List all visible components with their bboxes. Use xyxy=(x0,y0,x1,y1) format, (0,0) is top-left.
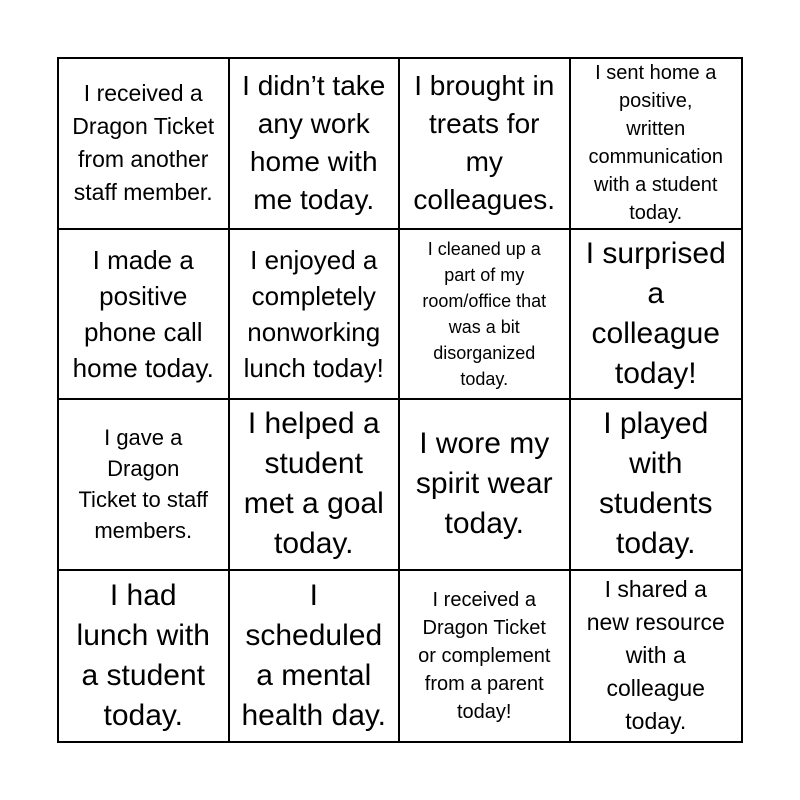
bingo-cell[interactable] xyxy=(571,400,742,571)
cell-text: I wore my spirit wear today. xyxy=(415,427,553,541)
bingo-cell[interactable] xyxy=(59,59,230,230)
cell-text: I received a Dragon Ticket from another staff member. xyxy=(72,80,215,206)
cell-text: I gave a Dragon Ticket to staff members. xyxy=(78,425,209,544)
cell-text: I didn’t take any work home with me today. xyxy=(242,70,386,216)
bingo-cell[interactable] xyxy=(400,59,571,230)
bingo-cell[interactable] xyxy=(59,571,230,742)
cell-text: I brought in treats for my colleagues. xyxy=(413,70,556,216)
bingo-cell[interactable] xyxy=(230,571,401,742)
cell-text: I cleaned up a part of my room/office that was a bit disorganized today. xyxy=(422,238,547,389)
bingo-cell[interactable] xyxy=(571,230,742,401)
bingo-cell[interactable] xyxy=(400,571,571,742)
bingo-cell[interactable] xyxy=(230,400,401,571)
cell-text: I sent home a positive, written communication with a student today. xyxy=(588,62,723,225)
bingo-cell[interactable] xyxy=(230,59,401,230)
cell-text: I enjoyed a completely nonworking lunch today! xyxy=(243,244,384,383)
cell-text: I received a Dragon Ticket or complement from a parent today! xyxy=(418,588,551,723)
bingo-cell[interactable] xyxy=(59,230,230,401)
bingo-board xyxy=(57,57,743,743)
bingo-cell[interactable] xyxy=(230,230,401,401)
cell-text: I had lunch with a student today. xyxy=(76,578,210,732)
bingo-cell[interactable] xyxy=(571,571,742,742)
bingo-cell[interactable] xyxy=(400,400,571,571)
cell-text: I scheduled a mental health day. xyxy=(241,578,387,732)
bingo-cell[interactable] xyxy=(400,230,571,401)
cell-text: I surprised a colleague today! xyxy=(585,236,726,390)
cell-text: I played with students today. xyxy=(599,407,713,561)
cell-text: I made a positive phone call home today. xyxy=(72,244,214,383)
bingo-cell[interactable] xyxy=(59,400,230,571)
cell-text: I helped a student met a goal today. xyxy=(243,407,384,561)
cell-text: I shared a new resource with a colleague today. xyxy=(586,576,725,735)
bingo-cell[interactable] xyxy=(571,59,742,230)
